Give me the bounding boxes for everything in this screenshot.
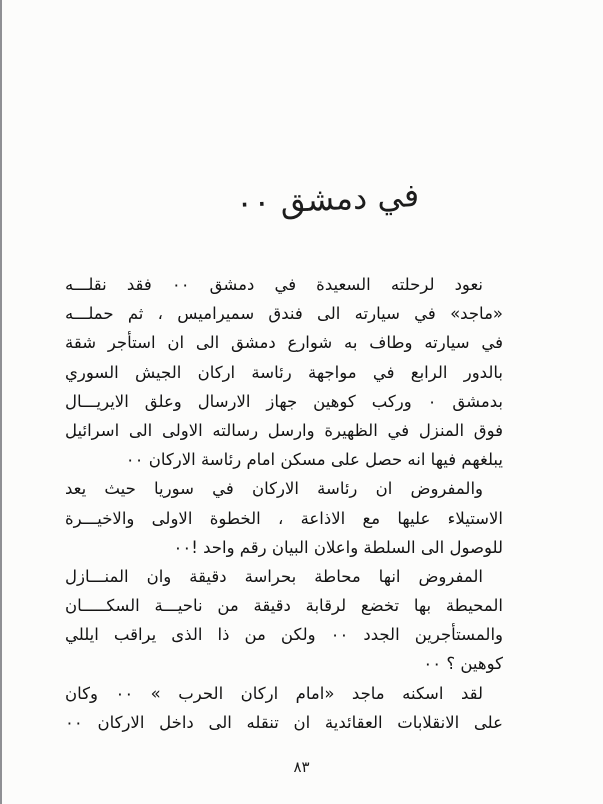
text-line: لقد اسكنه ماجد «امام اركان الحرب » ٠٠ وكان (65, 683, 483, 703)
text-line: والمستأجرين الجدد ٠٠ ولكن من ذا الذى يراقب ايللي (65, 625, 503, 645)
paragraph (65, 270, 503, 474)
paragraph (65, 474, 503, 562)
text-line: بدمشق ٠ وركب كوهين جهاز الارسال وعلق الايريـــال (65, 391, 503, 411)
text-line: فوق المنزل في الظهيرة وارسل رسالته الاولى الى اسرائيل (65, 420, 503, 440)
text-line: بالدور الرابع في مواجهة رئاسة اركان الجيش السوري (65, 362, 503, 382)
text-line: «ماجد» في سيارته الى فندق سميراميس ، ثم حملـــه (65, 304, 503, 324)
text-line: للوصول الى السلطة واعلان البيان رقم واحد !٠٠ (173, 537, 503, 557)
body-text (65, 270, 503, 737)
text-line: في سيارته وطاف به شوارع دمشق الى ان استأجر شقة (65, 333, 503, 353)
text-line: الاستيلاء عليها مع الاذاعة ، الخطوة الاولى والاخيـــرة (65, 508, 503, 528)
text-line: يبلغهم فيها انه حصل على مسكن امام رئاسة الاركان ٠٠ (125, 450, 503, 470)
text-line: المحيطة بها تخضع لرقابة دقيقة من ناحيـــة السكـــــان (65, 596, 503, 616)
text-line: والمفروض ان رئاسة الاركان في سوريا حيث يعد (65, 479, 483, 499)
page-number: ٨٣ (293, 758, 310, 776)
scan-edge-line (0, 0, 2, 804)
chapter-title: في دمشق ٠٠ (235, 176, 420, 222)
paragraph (65, 679, 503, 737)
text-line: المفروض انها محاطة بحراسة دقيقة وان المنـــازل (65, 566, 483, 586)
text-line: على الانقلابات العقائدية ان تنقله الى داخل الاركان ٠٠ (65, 712, 503, 732)
text-line: كوهين ؟ ٠٠ (423, 654, 503, 674)
paragraph (65, 562, 503, 679)
text-line: نعود لرحلته السعيدة في دمشق ٠٠ فقد نقلـــه (65, 275, 483, 294)
